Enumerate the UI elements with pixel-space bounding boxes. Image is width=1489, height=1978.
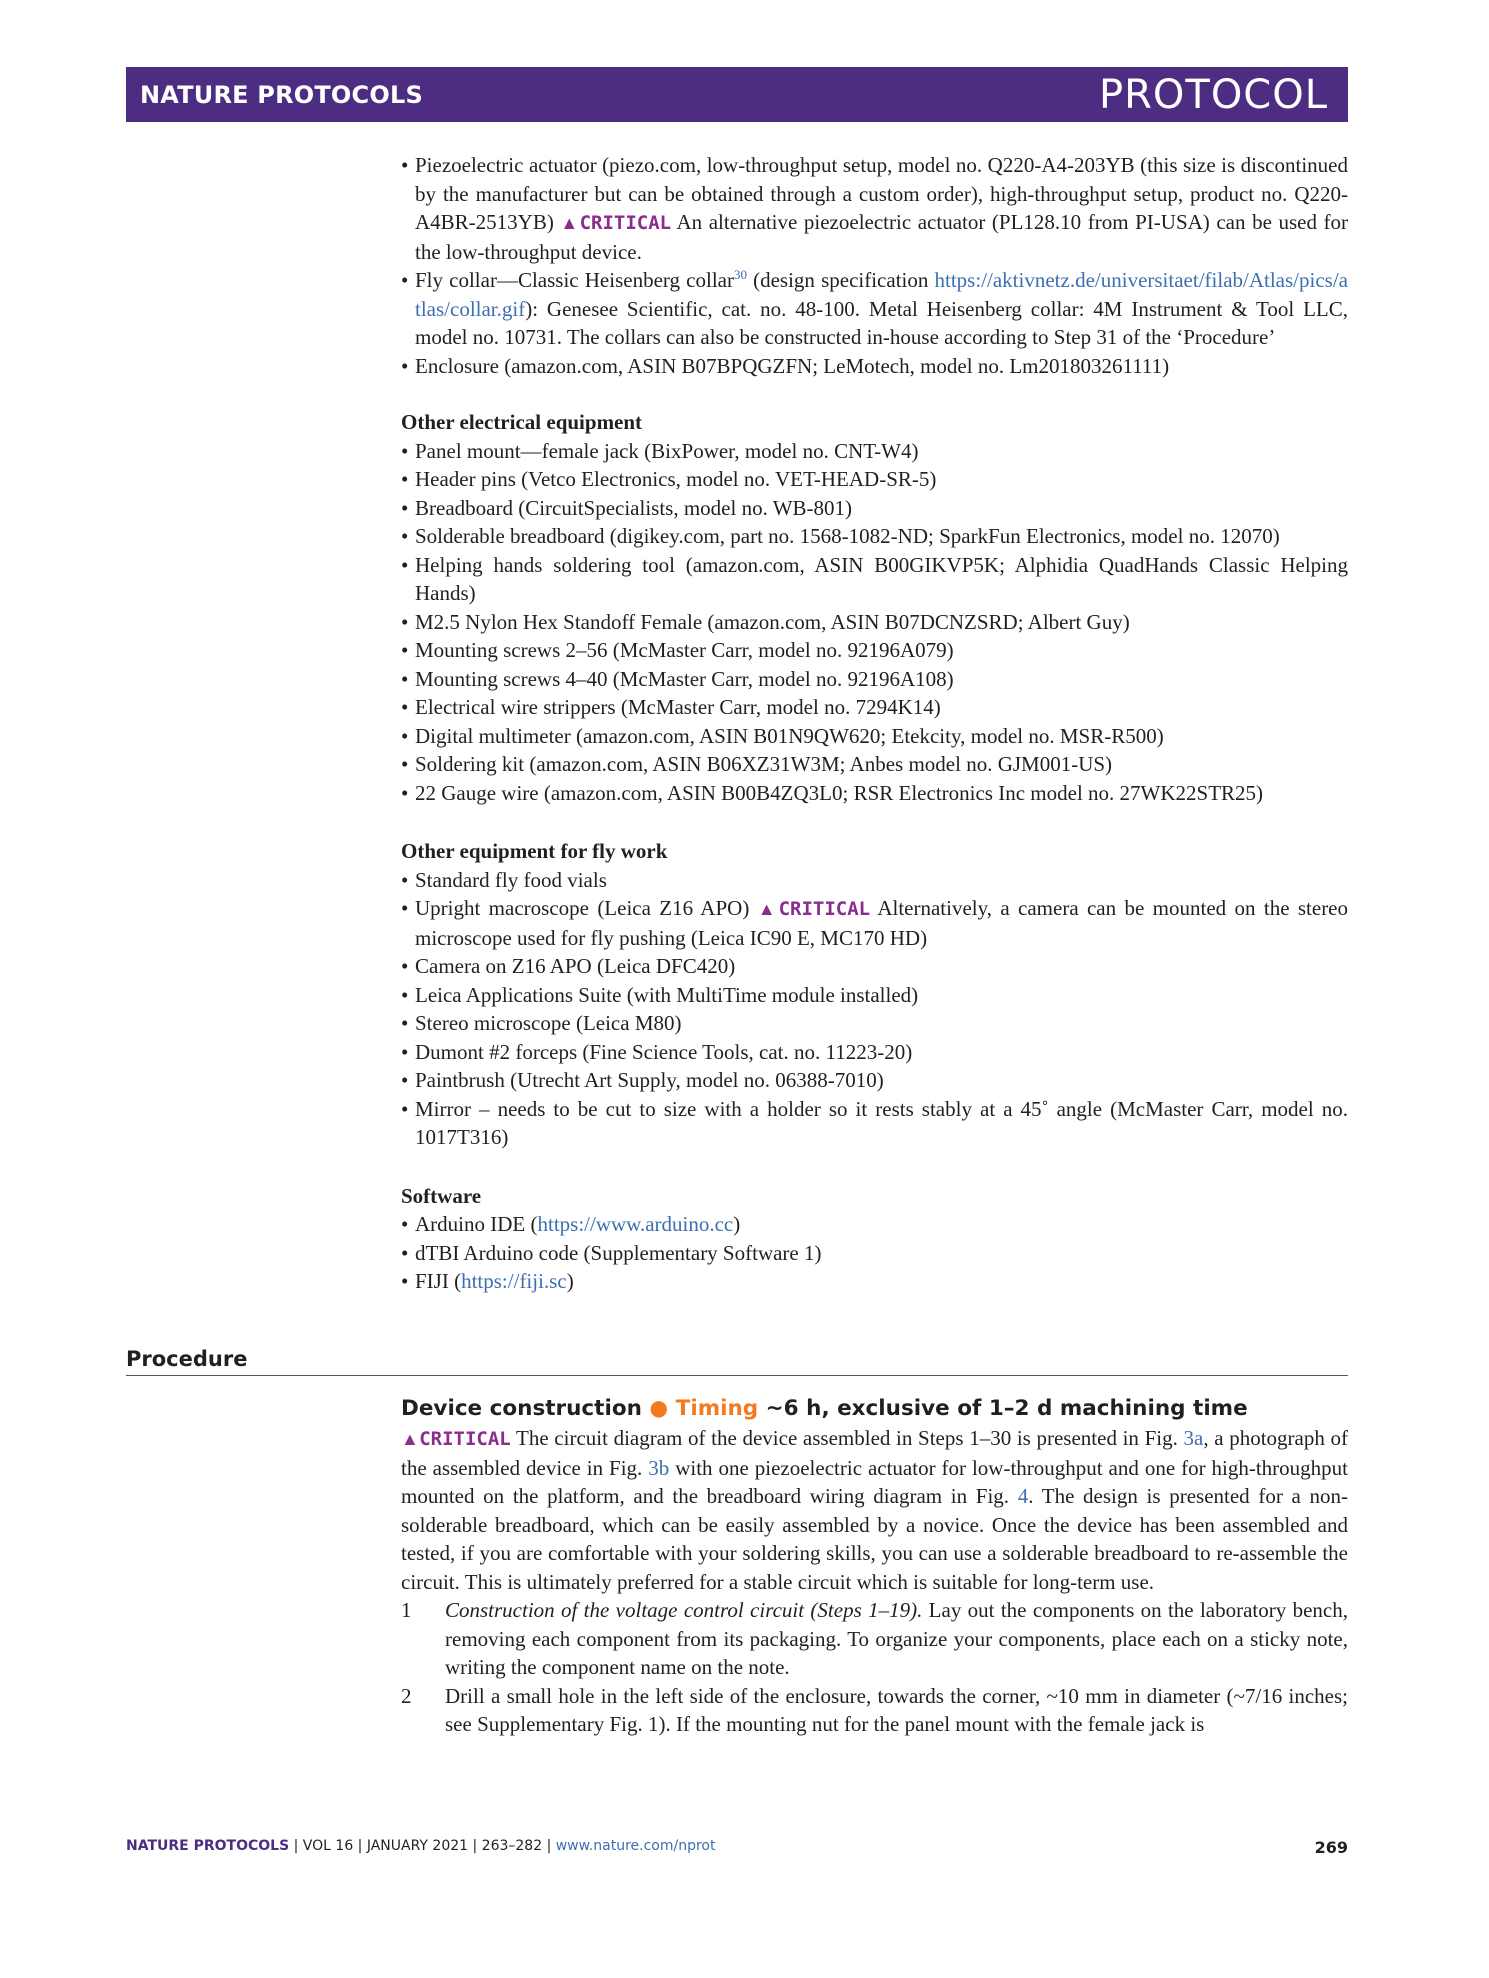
list-item: • Arduino IDE (https://www.arduino.cc): [401, 1210, 1348, 1239]
figure-3b-link[interactable]: 3b: [648, 1455, 670, 1480]
list-item: • Digital multimeter (amazon.com, ASIN B01N9QW620; Etekcity, model no. MSR-R500): [401, 722, 1348, 751]
critical-triangle-icon: ▲: [560, 213, 580, 233]
reference-link[interactable]: 30: [733, 267, 747, 282]
fly-work-list: [401, 866, 1348, 1152]
timing-dot-icon: ●: [649, 1396, 669, 1421]
critical-triangle-icon: ▲: [757, 899, 779, 919]
footer-journal: NATURE PROTOCOLS: [126, 1838, 290, 1854]
list-item: • M2.5 Nylon Hex Standoff Female (amazon.com, ASIN B07DCNZSRD; Albert Guy): [401, 608, 1348, 637]
list-item: • Mirror – needs to be cut to size with a holder so it rests stably at a 45˚ angle (McMaster Carr, model no. 1017T316): [401, 1095, 1348, 1152]
figure-3a-link[interactable]: 3a: [1183, 1426, 1204, 1450]
software-list: [401, 1210, 1348, 1296]
list-item: • Upright macroscope (Leica Z16 APO) ▲CRITICAL Alternatively, a camera can be mounted on the stereo microscope used for fly pushing (Leica IC90 E, MC170 HD): [401, 894, 1348, 952]
page-number: 269: [1314, 1838, 1348, 1857]
procedure-step: 2 Drill a small hole in the left side of the enclosure, towards the corner, ~10 mm in diameter (~7/16 inches; see Supplementary Fig. 1). If the mounting nut for the panel mount with the female jack is: [401, 1683, 1348, 1736]
device-construction-title: Device construction ● Timing ~6 h, exclusive of 1–2 d machining time: [401, 1396, 1248, 1421]
list-item: • Stereo microscope (Leica M80): [401, 1009, 1348, 1038]
list-item: • FIJI (https://fiji.sc): [401, 1267, 1348, 1296]
procedure-column: [401, 1394, 1348, 1739]
list-item: • 22 Gauge wire (amazon.com, ASIN B00B4ZQ3L0; RSR Electronics Inc model no. 27WK22STR25): [401, 779, 1348, 808]
list-item: • Dumont #2 forceps (Fine Science Tools, cat. no. 11223-20): [401, 1038, 1348, 1067]
critical-triangle-icon: ▲: [401, 1429, 420, 1449]
footer-url[interactable]: www.nature.com/nprot: [555, 1838, 716, 1854]
critical-label: CRITICAL: [778, 898, 871, 920]
article-type: PROTOCOL: [1098, 72, 1328, 118]
list-item: • Leica Applications Suite (with MultiTime module installed): [401, 981, 1348, 1010]
procedure-step: 1 Construction of the voltage control circuit (Steps 1–19). Lay out the components on the laboratory bench, removing each component from its packaging. To organize your components, place each on a sticky note, writing the component name on the note.: [401, 1598, 1348, 1679]
list-item: • Panel mount—female jack (BixPower, model no. CNT-W4): [401, 437, 1348, 466]
list-item: • Paintbrush (Utrecht Art Supply, model no. 06388-7010): [401, 1066, 1348, 1095]
list-item: • Solderable breadboard (digikey.com, part no. 1568-1082-ND; SparkFun Electronics, model no. 12070): [401, 522, 1348, 551]
equipment-column: [401, 151, 1348, 1296]
section-title: Other electrical equipment: [401, 410, 643, 434]
section-title: Other equipment for fly work: [401, 839, 668, 863]
list-item: • Soldering kit (amazon.com, ASIN B06XZ31W3M; Anbes model no. GJM001-US): [401, 750, 1348, 779]
figure-4-link[interactable]: 4: [1017, 1484, 1029, 1508]
journal-name: NATURE PROTOCOLS: [140, 81, 423, 109]
journal-header-bar: [126, 67, 1348, 122]
list-item: • Mounting screws 4–40 (McMaster Carr, model no. 92196A108): [401, 665, 1348, 694]
list-item: • Mounting screws 2–56 (McMaster Carr, model no. 92196A079): [401, 636, 1348, 665]
procedure-heading: Procedure: [126, 1347, 1348, 1376]
step-number: 2: [401, 1683, 412, 1708]
fiji-link[interactable]: https://fiji.sc: [461, 1269, 567, 1293]
footer-citation: | VOL 16 | JANUARY 2021 | 263–282 |: [289, 1838, 556, 1854]
arduino-link[interactable]: https://www.arduino.cc: [537, 1212, 734, 1236]
list-item: • Fly collar—Classic Heisenberg collar$^{30}$ (design specification https://aktivnetz.de/universitaet/filab/Atlas/pics/atlas/collar.gif): Genesee Scientific, cat. no. 48-100. Metal Heisenberg collar: 4M Instrument & Tool LLC, model no. 10731. The collars can also be constructed in-house according to Step 31 of the ‘Procedure’: [401, 266, 1348, 352]
list-item: • Piezoelectric actuator (piezo.com, low-throughput setup, model no. Q220-A4-203YB (this size is discontinued by the manufacturer but can be obtained through a custom order), high-throughput setup, product no. Q220-A4BR-2513YB) ▲CRITICAL An alternative piezoelectric actuator (PL128.10 from PI-USA) can be used for the low-throughput device.: [401, 151, 1348, 266]
collar-spec-link[interactable]: https://aktivnetz.de/universitaet/filab/Atlas/pics/atlas/collar.gif: [415, 268, 1348, 321]
list-item: • dTBI Arduino code (Supplementary Software 1): [401, 1239, 1348, 1268]
list-item: • Breadboard (CircuitSpecialists, model no. WB-801): [401, 494, 1348, 523]
timing-label: Timing: [675, 1396, 759, 1421]
list-item: • Header pins (Vetco Electronics, model no. VET-HEAD-SR-5): [401, 465, 1348, 494]
critical-label: CRITICAL: [419, 1428, 511, 1450]
critical-label: CRITICAL: [579, 212, 672, 234]
electrical-list: [401, 437, 1348, 808]
page-footer: [126, 1838, 1348, 1857]
equipment-list: [401, 151, 1348, 380]
step-number: 1: [401, 1598, 412, 1622]
list-item: • Helping hands soldering tool (amazon.com, ASIN B00GIKVP5K; Alphidia QuadHands Classic Helping Hands): [401, 551, 1348, 608]
list-item: • Electrical wire strippers (McMaster Carr, model no. 7294K14): [401, 693, 1348, 722]
list-item: • Camera on Z16 APO (Leica DFC420): [401, 952, 1348, 981]
critical-paragraph: ▲CRITICAL The circuit diagram of the device assembled in Steps 1–30 is presented in Fig. 3a, a photograph of the assembled device in Fig. 3b with one piezoelectric actuator for low-throughput and one for high-throughput mounted on the platform, and the breadboard wiring diagram in Fig. 4. The design is presented for a non-solderable breadboard, which can be easily assembled by a novice. Once the device has been assembled and tested, if you are comfortable with your soldering skills, you can use a solderable breadboard to re-assemble the circuit. This is ultimately preferred for a stable circuit which is suitable for long-term use.: [401, 1426, 1349, 1594]
list-item: • Standard fly food vials: [401, 866, 1348, 895]
list-item: • Enclosure (amazon.com, ASIN B07BPQGZFN; LeMotech, model no. Lm201803261111): [401, 352, 1348, 381]
section-title: Software: [401, 1183, 482, 1208]
